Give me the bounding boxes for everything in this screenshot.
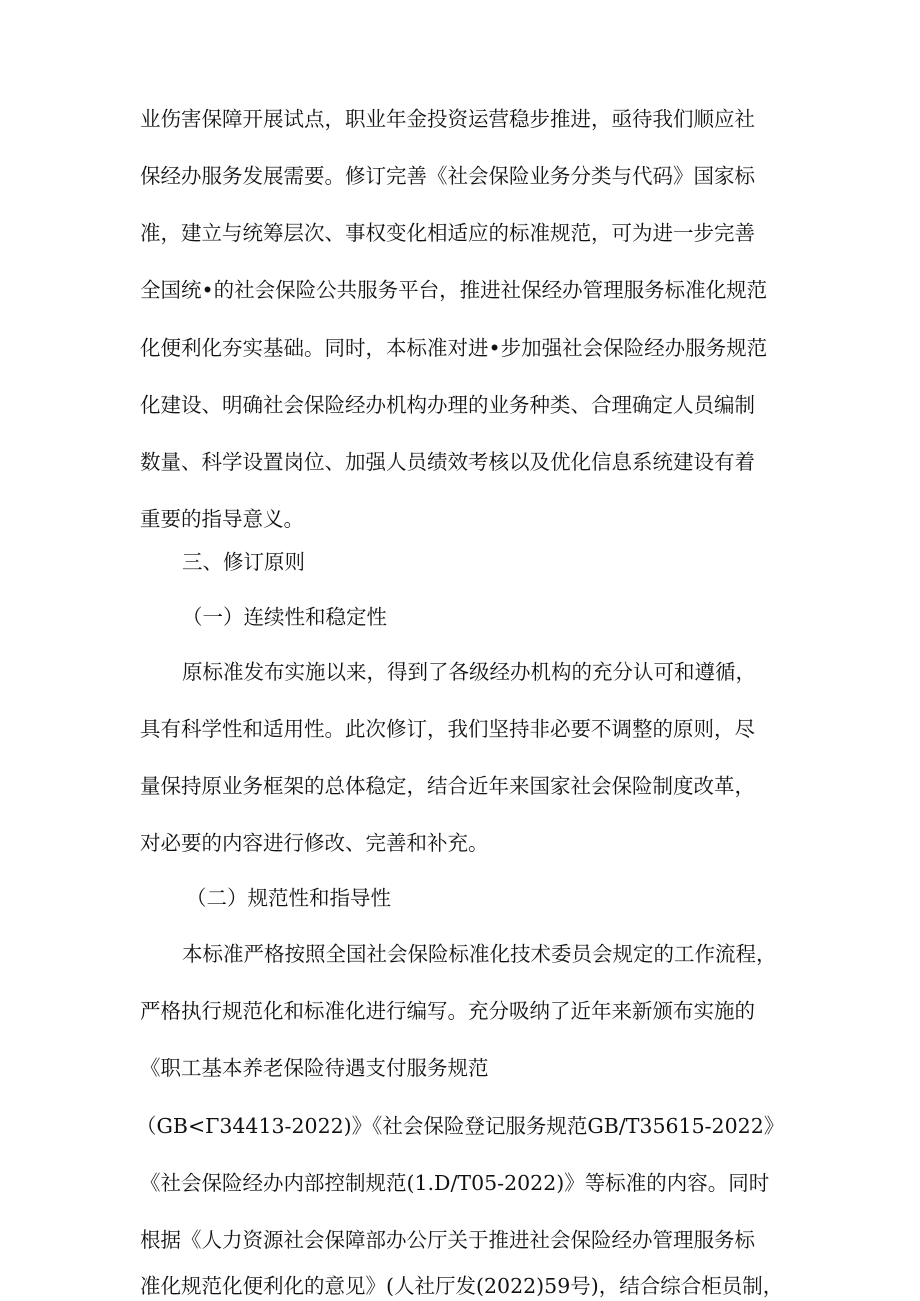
paragraph-line-1: 业伤害保障开展试点，职业年金投资运营稳步推进，亟待我们顺应社: [140, 107, 755, 131]
paragraph-line-15: 《职工基本养老保险待遇支付服务规范: [140, 1056, 489, 1080]
paragraph-line-9: 原标准发布实施以来，得到了各级经办机构的充分认可和遵循，: [182, 660, 756, 684]
paragraph-line-12: 对必要的内容进行修改、完善和补充。: [140, 831, 489, 855]
paragraph-line-10: 具有科学性和适用性。此次修订，我们坚持非必要不调整的原则，尽: [140, 717, 755, 741]
paragraph-line-8: 重要的指导意义。: [140, 507, 304, 531]
subsection-heading-2: （二）规范性和指导性: [186, 886, 391, 910]
paragraph-line-13: 本标准严格按照全国社会保险标准化技术委员会规定的工作流程，: [182, 942, 777, 966]
section-heading: 三、修订原则: [182, 550, 305, 574]
paragraph-line-11: 量保持原业务框架的总体稳定，结合近年来国家社会保险制度改革，: [140, 774, 755, 798]
paragraph-line-19: 准化规范化便利化的意见》(人社厅发(2022)59号)，结合综合柜员制，: [140, 1274, 784, 1298]
paragraph-line-4: 全国统•的社会保险公共服务平台，推进社保经办管理服务标准化规范: [140, 278, 768, 302]
paragraph-line-2: 保经办服务发展需要。修订完善《社会保险业务分类与代码》国家标: [140, 164, 755, 188]
paragraph-line-6: 化建设、明确社会保险经办机构办理的业务种类、合理确定人员编制: [140, 393, 755, 417]
paragraph-line-14: 严格执行规范化和标准化进行编写。充分吸纳了近年来新颁布实施的: [140, 999, 755, 1023]
paragraph-line-7: 数量、科学设置岗位、加强人员绩效考核以及优化信息系统建设有着: [140, 450, 755, 474]
paragraph-line-5: 化便利化夯实基础。同时，本标准对进•步加强社会保险经办服务规范: [140, 336, 768, 360]
subsection-heading-1: （一）连续性和稳定性: [182, 605, 387, 629]
paragraph-line-16: （GB<Γ34413-2022)》《社会保险登记服务规范GB/T35615-2022》: [136, 1114, 785, 1138]
paragraph-line-17: 《社会保险经办内部控制规范(1.D/T05-2022)》等标准的内容。同时: [140, 1171, 770, 1195]
paragraph-line-18: 根据《人力资源社会保障部办公厅关于推进社会保险经办管理服务标: [140, 1228, 755, 1252]
paragraph-line-3: 准，建立与统筹层次、事权变化相适应的标准规范，可为进一步完善: [140, 221, 755, 245]
